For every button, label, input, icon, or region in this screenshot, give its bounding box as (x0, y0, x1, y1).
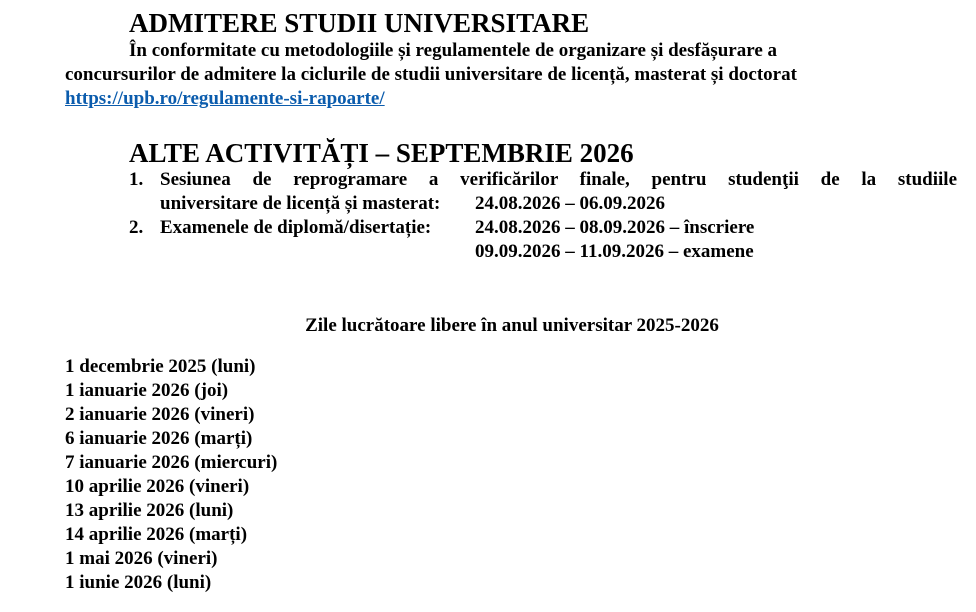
holiday-item: 1 iunie 2026 (luni) (65, 572, 212, 593)
holiday-item: 1 mai 2026 (vineri) (65, 548, 218, 569)
activity-item-2-date1: 24.08.2026 – 08.09.2026 – înscriere (475, 217, 755, 238)
holiday-item: 10 aprilie 2026 (vineri) (65, 476, 250, 497)
holiday-item: 6 ianuarie 2026 (marți) (65, 428, 253, 449)
holiday-item: 13 aprilie 2026 (luni) (65, 500, 234, 521)
admission-paragraph-line1: În conformitate cu metodologiile și regulamentele de organizare și desfășurare a (129, 40, 778, 61)
activity-item-2-number: 2. (129, 217, 144, 238)
activity-item-2-date2: 09.09.2026 – 11.09.2026 – examene (475, 241, 754, 262)
activity-item-1-line2: universitare de licență și masterat: (160, 193, 441, 214)
admission-paragraph-line2: concursurilor de admitere la ciclurile de studii universitare de licență, masterat și doctorat (65, 64, 797, 85)
regulations-link[interactable]: https://upb.ro/regulamente-si-rapoarte/ (65, 88, 385, 109)
holiday-item: 1 decembrie 2025 (luni) (65, 356, 256, 377)
holidays-title: Zile lucrătoare libere în anul universitar 2025-2026 (305, 315, 719, 336)
holiday-item: 2 ianuarie 2026 (vineri) (65, 404, 255, 425)
activity-item-2-label: Examenele de diplomă/disertație: (160, 217, 432, 238)
activity-item-1-number: 1. (129, 169, 144, 190)
holiday-item: 14 aprilie 2026 (marți) (65, 524, 248, 545)
activities-heading: ALTE ACTIVITĂȚI – SEPTEMBRIE 2026 (129, 138, 634, 168)
holiday-item: 7 ianuarie 2026 (miercuri) (65, 452, 278, 473)
holidays-list (65, 355, 277, 595)
activity-item-1-date: 24.08.2026 – 06.09.2026 (475, 193, 665, 214)
holiday-item: 1 ianuarie 2026 (joi) (65, 380, 229, 401)
admission-heading: ADMITERE STUDII UNIVERSITARE (129, 8, 590, 38)
activity-item-1-line1: Sesiunea de reprogramare a verificărilor finale, pentru studenţii de la studiile (160, 169, 957, 190)
